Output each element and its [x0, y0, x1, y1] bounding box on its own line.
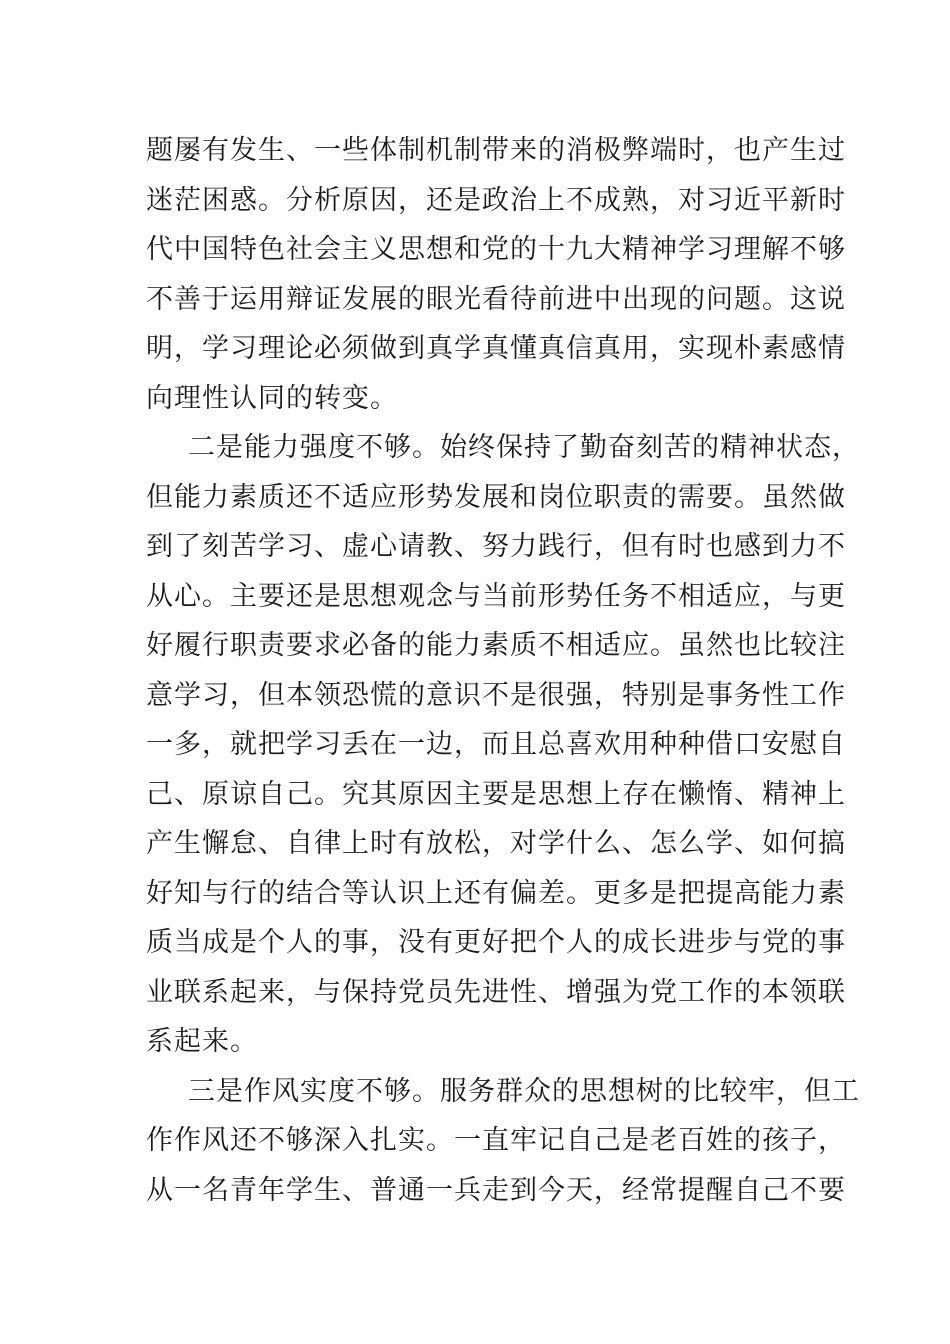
- paragraph-start-line: 三是作风实度不够。服务群众的思想树的比较牢，但工: [188, 1075, 860, 1107]
- text-line: 从一名青年学生、普通一兵走到今天，经常提醒自己不要: [146, 1174, 846, 1206]
- text-line: 己、原谅自己。究其原因主要是思想上存在懒惰、精神上: [146, 778, 846, 810]
- text-line: 代中国特色社会主义思想和党的十九大精神学习理解不够: [146, 234, 846, 265]
- text-line: 好履行职责要求必备的能力素质不相适应。虽然也比较注: [146, 630, 846, 661]
- text-line: 业联系起来，与保持党员先进性、增强为党工作的本领联: [146, 976, 846, 1008]
- body-text: [146, 126, 860, 1215]
- text-line: 从心。主要还是思想观念与当前形势任务不相适应，与更: [146, 580, 846, 612]
- paragraph-start-line: 二是能力强度不够。始终保持了勤奋刻苦的精神状态，: [188, 432, 860, 463]
- text-line: 到了刻苦学习、虚心请教、努力践行，但有时也感到力不: [146, 531, 846, 562]
- text-line: 好知与行的结合等认识上还有偏差。更多是把提高能力素: [146, 877, 846, 909]
- text-line: 题屡有发生、一些体制机制带来的消极弊端时，也产生过: [146, 135, 846, 166]
- text-line: 质当成是个人的事，没有更好把个人的成长进步与党的事: [146, 927, 846, 958]
- text-line: 但能力素质还不适应形势发展和岗位职责的需要。虽然做: [146, 481, 846, 513]
- text-line: 不善于运用辩证发展的眼光看待前进中出现的问题。这说: [146, 283, 846, 315]
- text-line: 产生懈怠、自律上时有放松，对学什么、怎么学、如何搞: [146, 828, 846, 859]
- text-line: 意学习，但本领恐慌的意识不是很强，特别是事务性工作: [146, 679, 846, 711]
- text-line: 向理性认同的转变。: [146, 382, 398, 414]
- text-line: 系起来。: [146, 1026, 258, 1057]
- text-line: 一多，就把学习丢在一边，而且总喜欢用种种借口安慰自: [146, 729, 846, 760]
- text-line: 明，学习理论必须做到真学真懂真信真用，实现朴素感情: [146, 333, 846, 364]
- text-line: 迷茫困惑。分析原因，还是政治上不成熟，对习近平新时: [146, 184, 846, 216]
- text-line: 作作风还不够深入扎实。一直牢记自己是老百姓的孩子，: [146, 1125, 846, 1156]
